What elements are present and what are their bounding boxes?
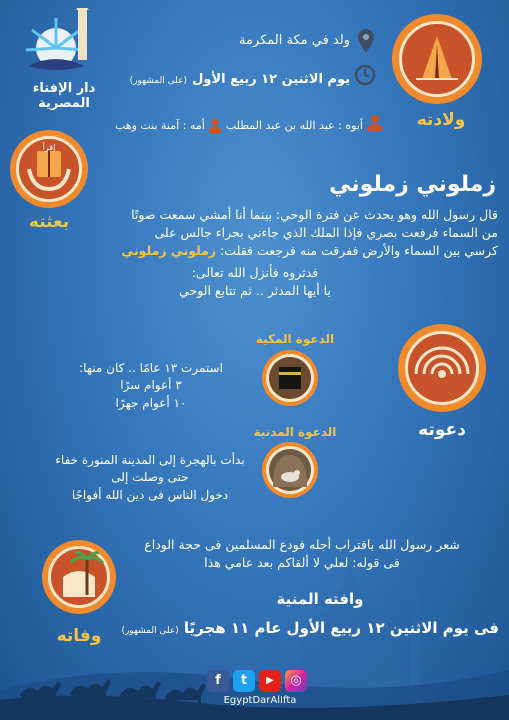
twitter-icon[interactable]: t	[233, 670, 255, 692]
parents-row	[88, 118, 363, 134]
mission-line2: من السماء فرفعت بصري فإذا الملك الذي جاءني بحراء جالس على	[154, 225, 498, 241]
facebook-icon[interactable]: f	[207, 670, 229, 692]
mother-label: أمه :	[182, 119, 205, 132]
death-line2: فى قوله: لعلي لا ألقاكم بعد عامي هذا	[204, 555, 400, 571]
madani-line1: بدأت بالهجرة إلى المدينة المنورة خفاء	[55, 453, 245, 467]
madani-text	[50, 452, 250, 504]
instagram-icon[interactable]: ◎	[285, 670, 307, 692]
logo-emblem	[14, 8, 114, 78]
youtube-icon[interactable]: ▶	[259, 670, 281, 692]
madani-line2: حتى وصلت إلى	[111, 470, 189, 485]
madani-title: الدعوة المدنية	[253, 425, 337, 439]
dar-al-ifta-logo	[14, 8, 114, 118]
birth-place: ولد في مكة المكرمة	[239, 33, 350, 48]
makki-line2: ٣ أعوام سرًا	[120, 378, 182, 393]
death-line4: فى يوم الاثنين ١٢ ربيع الأول عام ١١ هجريًا	[183, 619, 499, 637]
mission-title: بعثته	[28, 212, 70, 232]
makki-line3: ١٠ أعوام جهرًا	[115, 395, 187, 410]
quran-label: إقرأ	[42, 143, 56, 152]
clock-icon	[354, 64, 376, 86]
birth-date-row	[118, 68, 350, 87]
father-icon	[366, 114, 384, 132]
kaaba-circle	[262, 350, 318, 406]
footer-handle[interactable]: EgyptDarAlIfta	[223, 695, 297, 706]
birth-title: ولادته	[416, 110, 466, 130]
father-name: عبد الله بن عبد المطلب	[225, 119, 335, 132]
madani-line3: دخول الناس فى دين الله أفواجًا	[71, 487, 229, 502]
dove-cave-icon	[269, 449, 311, 491]
dove-circle	[262, 442, 318, 498]
death-title: وفاته	[56, 626, 102, 646]
father-label: أبوه :	[338, 119, 363, 132]
death-line4-note: (على المشهور)	[121, 626, 179, 636]
mission-text	[84, 206, 498, 260]
palm-tomb-icon	[51, 549, 107, 605]
mission-line1: قال رسول الله وهو يحدث عن فترة الوحي: بينما أنا أمشي سمعت صوتًا	[131, 207, 498, 222]
death-date-row	[115, 618, 499, 637]
logo-text-line1: دار الإفتاء	[32, 81, 96, 96]
makki-line1: استمرت ١٣ عامًا .. كان منها:	[79, 361, 223, 375]
mother-icon	[208, 118, 222, 134]
mission-line3-a: كرسي بين السماء والأرض ففرقت منه فرجعت فقلت:	[220, 243, 498, 259]
mission-text-2	[130, 264, 380, 300]
mission-line3	[84, 242, 498, 260]
tent-icon	[402, 24, 472, 94]
death-text	[110, 536, 494, 572]
birth-circle	[392, 14, 482, 104]
mission-circle	[10, 130, 88, 208]
mother-name: آمنة بنت وهب	[114, 119, 180, 132]
makki-title: الدعوة المكية	[255, 332, 335, 346]
logo-text-line2: المصرية	[38, 95, 90, 111]
mission-line3-b: زملوني زملوني	[121, 243, 217, 259]
dawah-title: دعوته	[418, 420, 466, 440]
dawah-circle	[398, 324, 486, 412]
death-line1: شعر رسول الله باقتراب أجله فودع المسلمين فى حجة الوداع	[144, 537, 460, 552]
kaaba-icon	[269, 357, 311, 399]
death-circle	[42, 540, 116, 614]
broadcast-icon	[408, 334, 476, 402]
mission-line4: فدثروه فأنزل الله تعالى:	[191, 265, 319, 280]
mission-heading: زملوني زملوني	[329, 172, 496, 197]
mission-line5: يا أيها المدثر .. ثم تتابع الوحي	[179, 283, 331, 299]
location-pin-icon	[356, 28, 376, 54]
makki-text	[76, 360, 226, 412]
birth-date-note: (على المشهور)	[129, 76, 187, 86]
birth-date: يوم الاثنين ١٢ ربيع الأول	[192, 72, 350, 87]
death-line3: وافته المنية	[276, 590, 364, 608]
